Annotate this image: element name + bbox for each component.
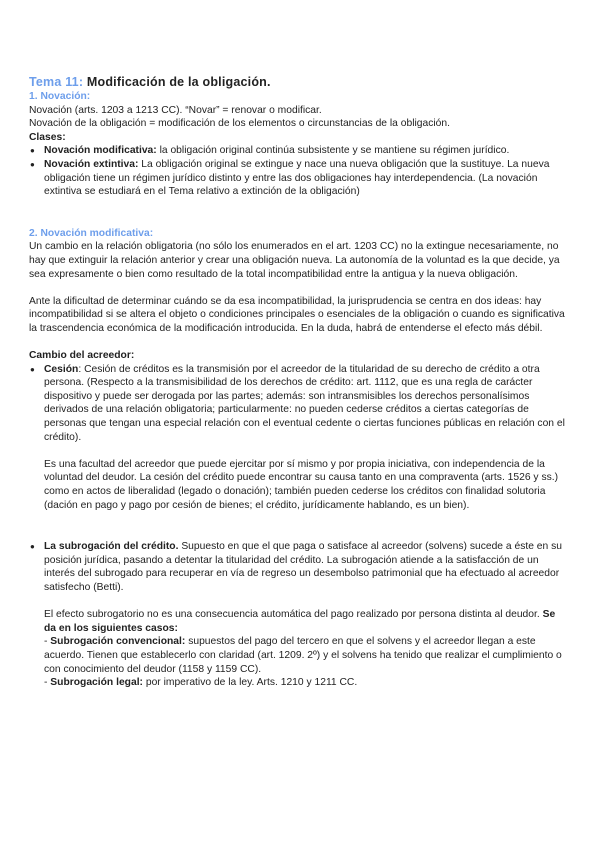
subrogacion-list [29, 540, 570, 594]
paragraph-cesion-2: Es una facultad del acreedor que puede ejercitar por sí mismo y por propia iniciativa, con independencia de la voluntad del deudor. La cesión del crédito puede encontrar su causa tanto en una compraventa (arts. 1526 y ss.) como en actos de liberalidad (legado o donación); también pueden cederse los créditos con finalidad solutoria (dación en pago y pago por cesión de bienes; el crédito, jurídicamente hablando, es un bien). [44, 458, 559, 511]
paragraph-modificativa-2: Ante la dificultad de determinar cuándo se da esa incompatibilidad, la jurisprudencia se centra en dos ideas: hay incompatibilidad si se altera el objeto o condiciones principales o esenciales de la obligación o cuando es significativa la trascendencia económica de la modificación introducida. En la duda, habrá de entenderse el efecto más débil. [29, 295, 565, 334]
page-title [29, 74, 570, 90]
paragraph-novacion-definition: Novación de la obligación = modificación de los elementos o circunstancias de la obligación. [29, 118, 450, 130]
list-item-cesion [29, 363, 570, 445]
term-convencional: Subrogación convencional: [50, 636, 186, 648]
text-cesion: : Cesión de créditos es la transmisión por el acreedor de la titularidad de su derecho de crédito a otra persona. (Respecto a la transmisibilidad de los derechos de crédito: art. 1112, que es una regla de carácter dispositivo y puede ser derogada por las partes; además: son intransmisibles los derechos personalísimos derivados de una relación obligatoria; particularmente: no pueden cederse créditos a ciertas categorías de personas que tengan una especial relación con el eventual cedente o ciertas funciones públicas en relación con el crédito). [44, 363, 565, 443]
section-heading-cambio-acreedor: Cambio del acreedor: [29, 350, 135, 362]
term-extintiva: Novación extintiva: [44, 158, 139, 170]
paragraph-novacion-arts: Novación (arts. 1203 a 1213 CC). “Novar” = renovar o modificar. [29, 104, 322, 116]
list-item-modificativa [29, 144, 570, 158]
paragraph-subrogacion-convencional [29, 635, 570, 676]
term-modificativa: Novación modificativa: [44, 145, 157, 157]
text-modificativa: la obligación original continúa subsistente y se mantiene su régimen jurídico. [156, 145, 510, 157]
text-convencional: supuestos del pago del tercero en que el solvens y el acreedor llegan a este acuerdo. Tienen que establecerlo con claridad (art. 1209. 2º) y el solvens ha tenido que realizar el cumplimiento o con conocimiento del deudor (1158 y 1159 CC). [44, 636, 562, 675]
term-cesion: Cesión [44, 363, 79, 375]
paragraph-subrogacion-legal [29, 676, 570, 690]
section-heading-novacion: 1. Novación: [29, 91, 91, 102]
clases-list [29, 144, 570, 198]
text-extintiva: La obligación original se extingue y nace una nueva obligación que la sustituye. La nueva obligación tiene un régimen jurídico distinto y entre las dos obligaciones hay interdependencia. (La novación extintiva se estudiará en el Tema relativo a extinción de la obligación) [44, 158, 550, 198]
list-item-subrogacion [29, 540, 570, 594]
section-heading-novacion-modificativa: 2. Novación modificativa: [29, 227, 154, 239]
list-item-extintiva [29, 158, 570, 199]
text-subrogacion: Supuesto en que el que paga o satisface al acreedor (solvens) sucede a éste en su posición jurídica, pasando a detentar la titularidad del crédito. La subrogación atiende a la satisfacción de un interés del subrogado para recuperar en vía de regreso un desembolso patrimonial que ha efectuado al acreedor satisfecho (Betti). [44, 541, 562, 593]
paragraph-subrogacion-2 [29, 608, 570, 635]
clases-label: Clases: [29, 131, 66, 143]
title-tema: Tema 11: [29, 75, 84, 89]
text-subrogacion-efecto: El efecto subrogatorio no es una consecuencia automática del pago realizado por persona distinta al deudor. [44, 609, 543, 621]
term-subrogacion: La subrogación del crédito. [44, 541, 179, 553]
title-text: Modificación de la obligación. [86, 75, 271, 89]
dash-legal: - [44, 677, 51, 689]
text-legal: por imperativo de la ley. Arts. 1210 y 1211 CC. [142, 677, 358, 689]
paragraph-modificativa-1: Un cambio en la relación obligatoria (no sólo los enumerados en el art. 1203 CC) no la extingue necesariamente, no hay que extinguir la relación anterior y crear una obligación nueva. La autonomía de la voluntad es la que decide, ya sea expresamente o bien como resultado de la total incompatibilidad entre la antigua y la nueva obligación. [29, 241, 560, 280]
acreedor-list [29, 363, 570, 445]
term-legal: Subrogación legal: [50, 677, 143, 689]
text-subrogacion-casos: Se da en los siguientes casos: [44, 609, 556, 634]
dash-convencional: - [44, 636, 51, 648]
